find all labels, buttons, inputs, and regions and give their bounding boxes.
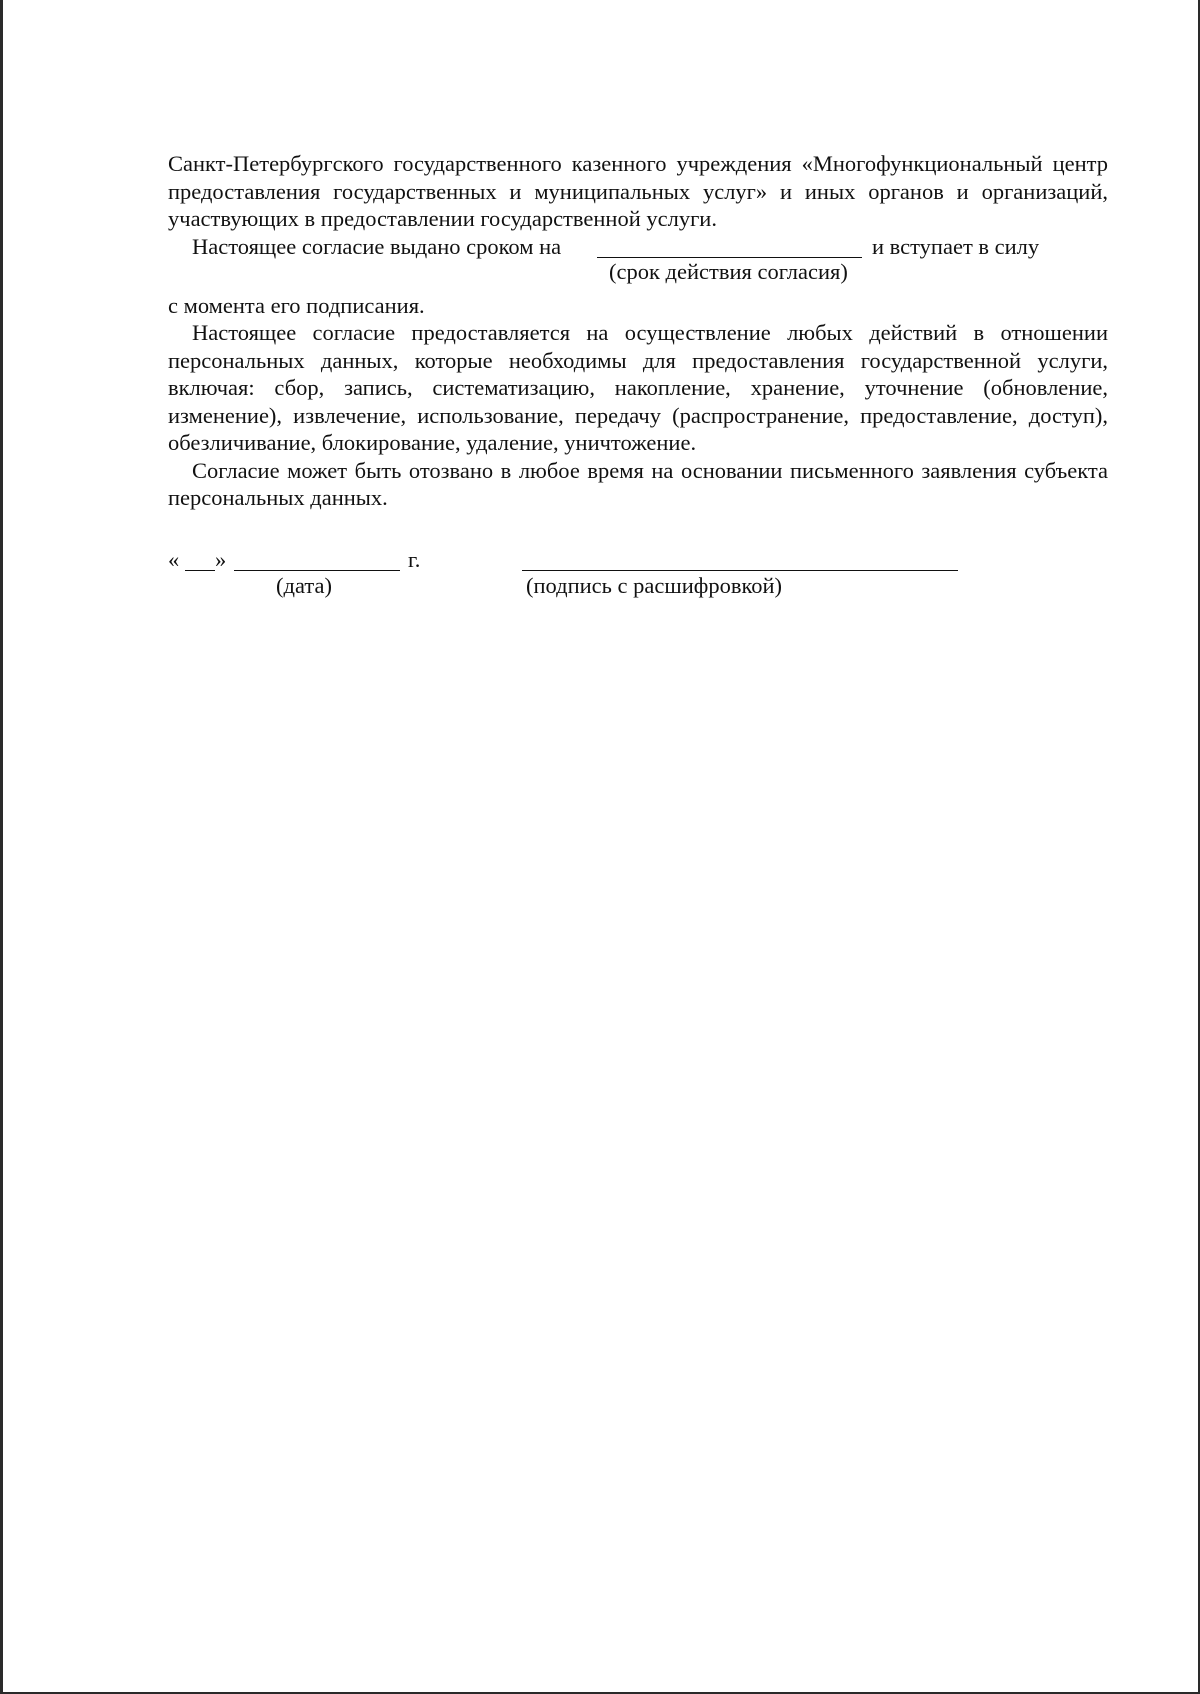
date-caption: (дата) — [276, 572, 332, 598]
date-quote-open: « — [168, 546, 180, 572]
document-body — [168, 150, 1108, 606]
term-caption: (срок действия согласия) — [609, 259, 848, 284]
paragraph-actions: Настоящее согласие предоставляется на осуществление любых действий в отношении персональных данных, которые необходимы для предоставления государственной услуги, включая: сбор, запись, систематизацию, накопление, хранение, уточнение (обновление, изменение), извлечение, использование, передачу (распространение, предоставление, доступ), обезличивание, блокирование, удаление, уничтожение. — [168, 320, 1108, 455]
signature-caption: (подпись с расшифровкой) — [526, 572, 783, 598]
date-quote-close: » — [215, 546, 227, 572]
term-line — [168, 233, 1108, 261]
term-caption-row — [168, 260, 1108, 288]
scan-edge-left — [0, 0, 3, 1694]
signature-block — [168, 546, 1108, 606]
signature-field[interactable] — [522, 570, 958, 571]
paragraph-institution: Санкт-Петербургского государственного казенного учреждения «Многофункциональный центр предоставления государственных и муниципальных услуг» и иных органов и организаций, участвующих в предоставлении государственной услуги. — [168, 151, 1108, 231]
date-year-suffix: г. — [408, 546, 421, 572]
paragraph-revoke: Согласие может быть отозвано в любое время на основании письменного заявления субъекта персональных данных. — [168, 457, 1108, 510]
term-continuation: с момента его подписания. — [168, 292, 425, 318]
term-after-text: и вступает в силу — [872, 233, 1040, 259]
date-month-field[interactable] — [234, 570, 400, 571]
term-before-text: Настоящее согласие выдано сроком на — [192, 233, 562, 259]
date-day-field[interactable] — [185, 570, 215, 571]
